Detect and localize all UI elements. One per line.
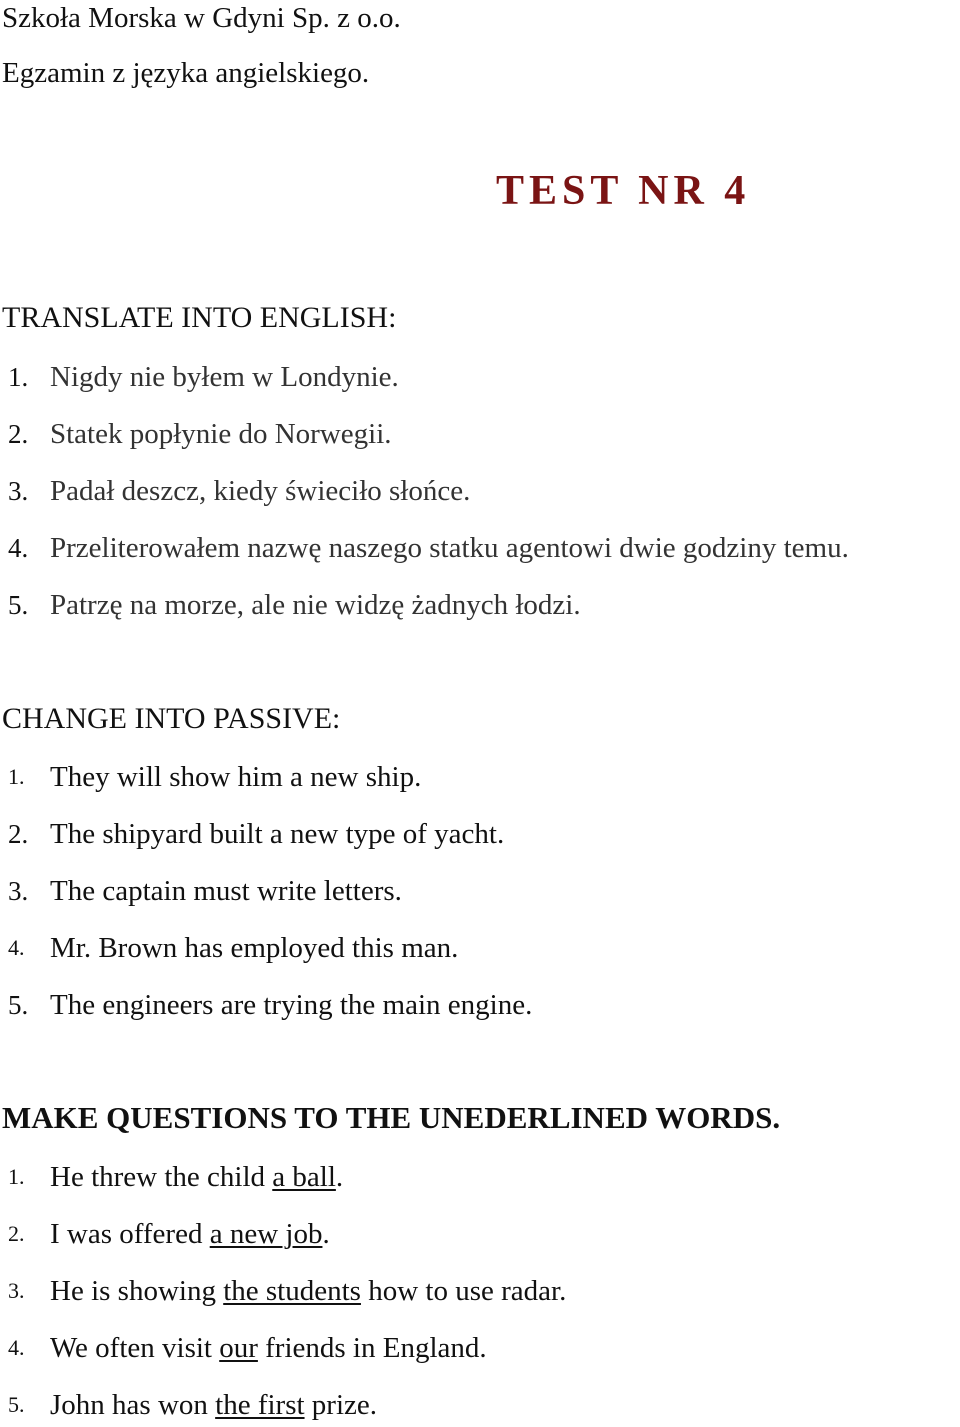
item-text (50, 1330, 487, 1366)
underlined-words: the students (223, 1275, 361, 1307)
exam-subtitle: Egzamin z języka angielskiego. (2, 57, 370, 89)
item-text: Statek popłynie do Norwegii. (50, 418, 392, 450)
item-text: Przeliterowałem nazwę naszego statku agentowi dwie godziny temu. (50, 532, 849, 564)
item-text (50, 1387, 377, 1423)
item-number: 3. (8, 1278, 25, 1303)
text-after: . (322, 1218, 330, 1250)
item-text: Padał deszcz, kiedy świeciło słońce. (50, 475, 471, 507)
item-text (50, 1216, 330, 1252)
test-title: TEST NR 4 (496, 168, 751, 214)
item-number: 4. (8, 935, 25, 960)
item-number: 2. (8, 419, 29, 449)
item-text: Nigdy nie byłem w Londynie. (50, 361, 399, 393)
item-text: The shipyard built a new type of yacht. (50, 818, 505, 850)
item-number: 4. (8, 533, 29, 563)
text-after: friends in England. (257, 1332, 487, 1364)
item-number: 3. (8, 476, 29, 506)
item-text (50, 1159, 343, 1195)
underlined-words: a new job (209, 1218, 323, 1250)
school-name: Szkoła Morska w Gdyni Sp. z o.o. (2, 2, 401, 34)
item-text (50, 1273, 566, 1309)
text-after: how to use radar. (360, 1275, 567, 1307)
text-after: . (335, 1161, 344, 1193)
item-text: Patrzę na morze, ale nie widzę żadnych łodzi. (50, 589, 581, 621)
item-text: The captain must write letters. (50, 875, 402, 907)
questions-heading: MAKE QUESTIONS TO THE UNEDERLINED WORDS. (2, 1100, 781, 1135)
underlined-words: our (219, 1332, 258, 1364)
text-before: John has won (50, 1389, 216, 1421)
item-number: 5. (8, 990, 29, 1020)
underlined-words: a ball (272, 1161, 336, 1193)
item-number: 1. (8, 1164, 25, 1189)
item-text: The engineers are trying the main engine. (50, 989, 533, 1021)
item-number: 2. (8, 819, 29, 849)
underlined-words: the first (215, 1389, 305, 1421)
item-number: 5. (8, 1392, 25, 1417)
text-before: He threw the child (50, 1161, 273, 1193)
item-number: 1. (8, 362, 29, 392)
item-text: They will show him a new ship. (50, 761, 422, 793)
item-number: 3. (8, 876, 29, 906)
item-number: 2. (8, 1221, 25, 1246)
item-number: 1. (8, 764, 25, 789)
text-before: He is showing (50, 1275, 224, 1307)
item-text: Mr. Brown has employed this man. (50, 932, 459, 964)
item-number: 5. (8, 590, 29, 620)
item-number: 4. (8, 1335, 25, 1360)
text-before: We often visit (50, 1332, 220, 1364)
text-after: prize. (304, 1389, 378, 1421)
text-before: I was offered (50, 1218, 210, 1250)
translate-heading: TRANSLATE INTO ENGLISH: (2, 301, 397, 334)
passive-heading: CHANGE INTO PASSIVE: (2, 702, 341, 735)
